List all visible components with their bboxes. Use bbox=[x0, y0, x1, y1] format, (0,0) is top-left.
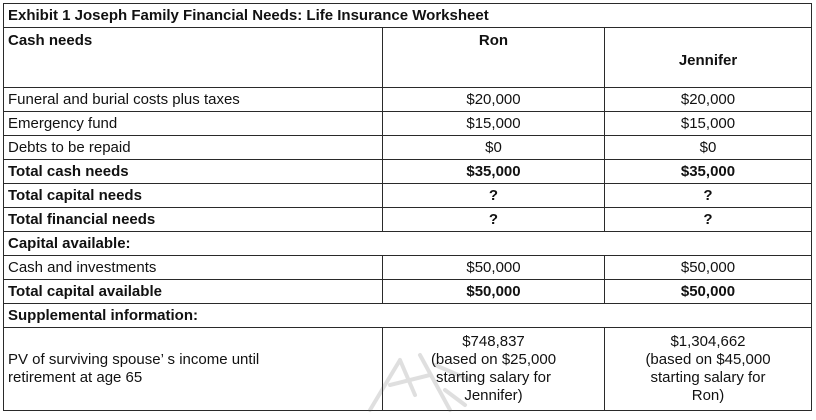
ron-value: ? bbox=[383, 208, 605, 232]
jennifer-value: $35,000 bbox=[605, 160, 812, 184]
section-heading: Supplemental information: bbox=[4, 304, 812, 328]
table-row bbox=[4, 136, 812, 160]
jennifer-value: ? bbox=[605, 184, 812, 208]
life-insurance-worksheet-table bbox=[3, 3, 812, 411]
table-row bbox=[4, 256, 812, 280]
ron-value: $50,000 bbox=[383, 280, 605, 304]
ron-value bbox=[383, 328, 605, 411]
ron-value: $15,000 bbox=[383, 112, 605, 136]
label-line: PV of surviving spouse’ s income until bbox=[8, 351, 260, 368]
value-line: $1,304,662 bbox=[670, 333, 746, 350]
total-cash-needs-row bbox=[4, 160, 812, 184]
table-row bbox=[4, 88, 812, 112]
row-label: Total capital needs bbox=[4, 184, 383, 208]
ron-value: $0 bbox=[383, 136, 605, 160]
total-capital-needs-row bbox=[4, 184, 812, 208]
jennifer-value: $0 bbox=[605, 136, 812, 160]
value-line: Ron) bbox=[691, 387, 725, 404]
ron-column-header: Ron bbox=[383, 28, 605, 88]
jennifer-value bbox=[605, 328, 812, 411]
total-capital-available-row bbox=[4, 280, 812, 304]
section-heading: Capital available: bbox=[4, 232, 812, 256]
jennifer-value: $15,000 bbox=[605, 112, 812, 136]
column-header-row bbox=[4, 28, 812, 88]
row-label: Cash and investments bbox=[4, 256, 383, 280]
label-line: retirement at age 65 bbox=[8, 369, 143, 386]
ron-value: $20,000 bbox=[383, 88, 605, 112]
pv-income-row bbox=[4, 328, 812, 411]
row-label: Emergency fund bbox=[4, 112, 383, 136]
row-label: Total cash needs bbox=[4, 160, 383, 184]
value-line: $748,837 bbox=[462, 333, 525, 350]
exhibit-title: Exhibit 1 Joseph Family Financial Needs: Life Insurance Worksheet bbox=[4, 4, 812, 28]
value-line: (based on $25,000 bbox=[430, 351, 557, 368]
ron-value: $50,000 bbox=[383, 256, 605, 280]
cash-needs-header: Cash needs bbox=[4, 28, 383, 88]
table-row bbox=[4, 112, 812, 136]
value-line: starting salary for bbox=[435, 369, 552, 386]
jennifer-value: ? bbox=[605, 208, 812, 232]
supplemental-section-row bbox=[4, 304, 812, 328]
jennifer-value: $20,000 bbox=[605, 88, 812, 112]
row-label: Debts to be repaid bbox=[4, 136, 383, 160]
value-line: Jennifer) bbox=[464, 387, 523, 404]
row-label bbox=[4, 328, 383, 411]
row-label: Total financial needs bbox=[4, 208, 383, 232]
ron-value: ? bbox=[383, 184, 605, 208]
row-label: Funeral and burial costs plus taxes bbox=[4, 88, 383, 112]
jennifer-column-header: Jennifer bbox=[605, 28, 812, 88]
jennifer-value: $50,000 bbox=[605, 256, 812, 280]
jennifer-value: $50,000 bbox=[605, 280, 812, 304]
total-financial-needs-row bbox=[4, 208, 812, 232]
title-row bbox=[4, 4, 812, 28]
value-line: (based on $45,000 bbox=[645, 351, 771, 368]
capital-available-section-row bbox=[4, 232, 812, 256]
value-line: starting salary for bbox=[650, 369, 766, 386]
ron-value: $35,000 bbox=[383, 160, 605, 184]
row-label: Total capital available bbox=[4, 280, 383, 304]
